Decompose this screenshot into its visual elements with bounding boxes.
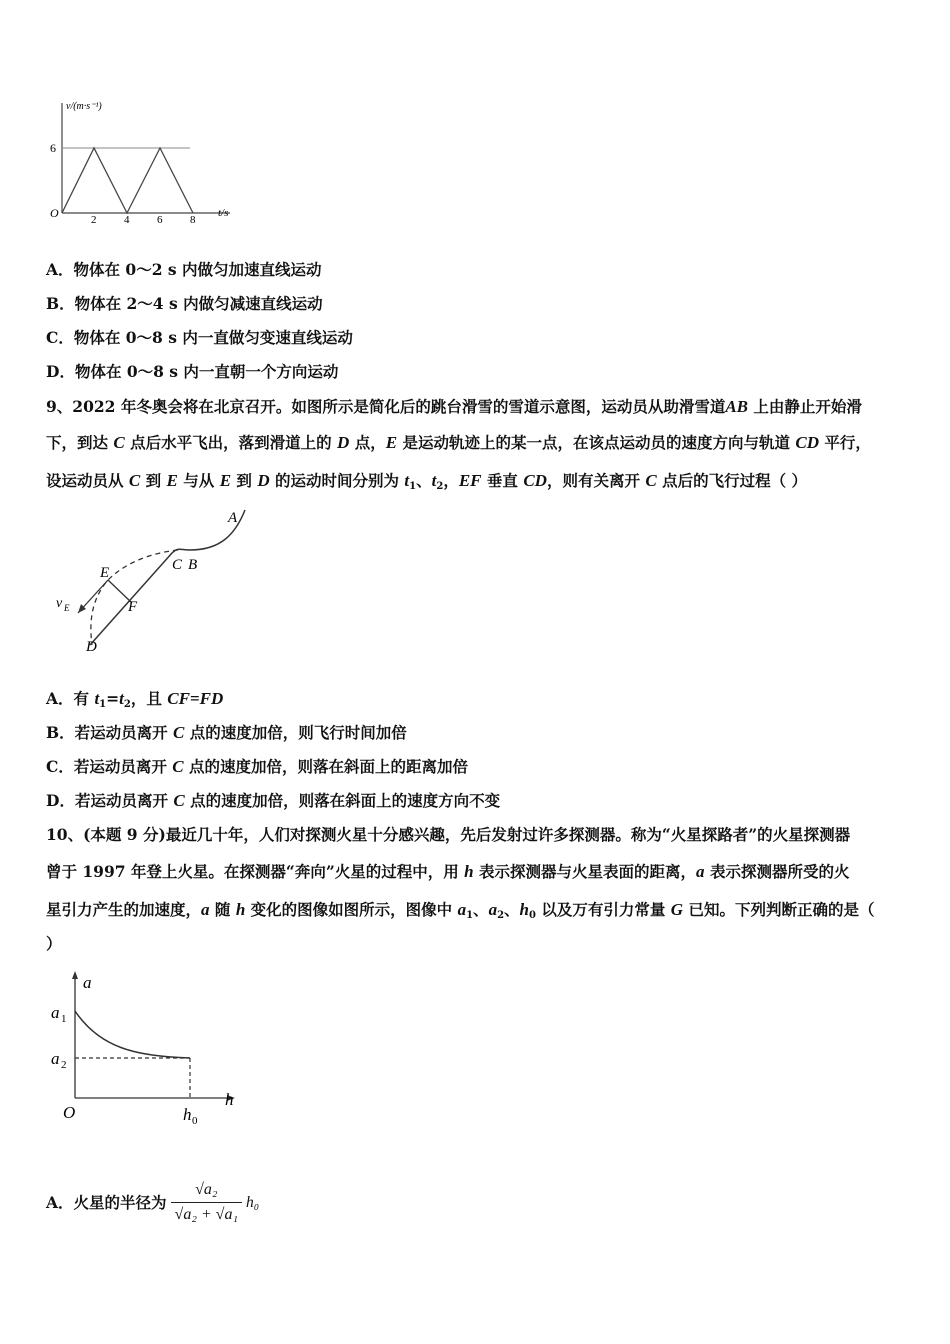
label-F: F — [128, 599, 138, 615]
text-segment: 已知。下列判断正确的是（ — [683, 900, 875, 919]
a1-subscript: 1 — [61, 1013, 67, 1025]
label-D: D — [86, 639, 97, 655]
text-segment: 点的速度加倍，则落在斜面上的速度方向不变 — [184, 791, 501, 810]
math-symbol: CD — [795, 433, 819, 452]
math-symbol: EF — [458, 471, 482, 490]
math-symbol: h — [235, 900, 246, 919]
text-segment: ，则有关离开 — [546, 471, 646, 490]
answer-option[interactable] — [46, 328, 353, 348]
question-text-line — [46, 471, 807, 497]
text-segment: D．物体在 0～8 s 内一直朝一个方向运动 — [46, 362, 339, 381]
answer-option[interactable] — [46, 294, 323, 314]
subscript: 2 — [436, 481, 444, 492]
text-segment: 设运动员从 — [46, 471, 129, 490]
text-segment: 10、(本题 9 分)最近几十年，人们对探测火星十分感兴趣，先后发射过许多探测器。称为“火星探路者”的火星探测器 — [46, 825, 851, 844]
math-symbol: AB — [725, 397, 749, 416]
question-text-line — [46, 433, 871, 453]
ski-jump-diagram — [50, 505, 260, 660]
math-symbol: E — [166, 471, 178, 490]
math-symbol: a — [696, 862, 705, 881]
text-segment: 变化的图像如图所示，图像中 — [245, 900, 458, 919]
math-symbol: E — [385, 433, 398, 452]
text-segment: B．物体在 2～4 s 内做匀减速直线运动 — [46, 294, 323, 313]
numerator: √a₂ — [195, 1181, 218, 1198]
origin-label: O — [50, 206, 59, 220]
text-segment: 上由静止开始滑 — [748, 397, 862, 416]
denominator: √a₂ + √a₁ — [171, 1202, 242, 1225]
y-axis-label: a — [83, 973, 92, 992]
math-symbol: C — [173, 791, 185, 810]
x-tick: 6 — [157, 214, 163, 226]
x-tick: 4 — [124, 214, 130, 226]
label-B: B — [188, 557, 198, 573]
a2-subscript: 2 — [61, 1059, 67, 1071]
text-segment: 曾于 1997 年登上火星。在探测器“奔向”火星的过程中，用 — [46, 862, 465, 881]
text-segment: 点的速度加倍，则落在斜面上的距离加倍 — [183, 757, 468, 776]
text-segment: 点后的飞行过程（ ） — [656, 471, 807, 490]
answer-option[interactable] — [46, 791, 500, 811]
math-symbol: C — [128, 471, 141, 490]
y-axis-label: v/(m·s⁻¹) — [66, 101, 102, 112]
text-segment: 、 — [416, 471, 432, 490]
answer-option[interactable] — [46, 689, 223, 715]
origin-label: O — [63, 1103, 76, 1122]
text-segment: 点后水平飞出，落到滑道上的 — [124, 433, 338, 452]
subscript: 2 — [497, 910, 505, 921]
option-label: A．火星的半径为 — [46, 1192, 167, 1212]
x-tick: 8 — [190, 214, 196, 226]
text-segment: A．有 — [46, 689, 95, 708]
text-segment: 表示探测器所受的火 — [704, 862, 850, 881]
question-10-option-a[interactable] — [46, 1180, 259, 1225]
label-C: C — [172, 557, 183, 573]
subscript: 2 — [123, 699, 131, 710]
subscript: 1 — [409, 481, 417, 492]
math-symbol: D — [257, 471, 270, 490]
text-segment: C．若运动员离开 — [46, 757, 173, 776]
math-symbol: C — [113, 433, 125, 452]
text-segment: A．物体在 0～2 s 内做匀加速直线运动 — [46, 260, 322, 279]
text-segment: 的运动时间分别为 — [269, 471, 405, 490]
subscript: 1 — [466, 910, 474, 921]
text-segment: 点的速度加倍，则飞行时间加倍 — [184, 723, 407, 742]
question-text-line — [46, 934, 62, 954]
text-segment: 、 — [473, 900, 489, 919]
acceleration-height-graph — [45, 968, 245, 1128]
x-axis-label: t/s — [218, 207, 229, 219]
answer-option[interactable] — [46, 723, 407, 743]
text-segment: 以及万有引力常量 — [535, 900, 671, 919]
a2-label: a — [51, 1049, 60, 1068]
text-segment: B．若运动员离开 — [46, 723, 173, 742]
question-text-line — [46, 862, 849, 882]
x-axis-label: h — [225, 1090, 234, 1109]
text-segment: D．若运动员离开 — [46, 791, 174, 810]
text-segment: 随 — [209, 900, 236, 919]
answer-option[interactable] — [46, 757, 468, 777]
h0-term: h₀ — [246, 1193, 260, 1211]
x-tick: 2 — [91, 214, 97, 226]
math-symbol: t — [431, 471, 437, 490]
answer-option[interactable] — [46, 362, 338, 382]
velocity-time-graph — [40, 95, 240, 225]
h0-label: h — [183, 1105, 192, 1124]
subscript: 0 — [529, 910, 536, 921]
a1-label: a — [51, 1003, 60, 1022]
text-segment: ， — [443, 471, 459, 490]
text-segment: 到 — [231, 471, 258, 490]
math-symbol: G — [670, 900, 684, 919]
math-symbol: D — [337, 433, 350, 452]
text-segment: 平行， — [819, 433, 871, 452]
velocity-subscript: E — [64, 603, 70, 613]
text-segment: 、 — [504, 900, 520, 919]
text-segment: 星引力产生的加速度， — [46, 900, 202, 919]
answer-option[interactable] — [46, 260, 322, 280]
math-symbol: t — [119, 689, 124, 708]
math-symbol: C — [172, 757, 184, 776]
math-symbol: t — [404, 471, 410, 490]
math-symbol: E — [219, 471, 232, 490]
math-symbol: CF=FD — [167, 689, 224, 708]
h0-subscript: 0 — [192, 1115, 198, 1127]
question-text-line — [46, 397, 862, 417]
text-segment: 垂直 — [481, 471, 524, 490]
math-symbol: h — [464, 862, 474, 881]
text-segment: 9、2022 年冬奥会将在北京召开。如图所示是简化后的跳台滑雪的雪道示意图，运动员从助滑雪道 — [46, 397, 726, 416]
math-symbol: a — [488, 900, 498, 919]
math-symbol: CD — [523, 471, 547, 490]
math-symbol: C — [173, 723, 185, 742]
text-segment: 点， — [349, 433, 386, 452]
fraction — [171, 1180, 242, 1225]
text-segment: ） — [46, 934, 62, 953]
math-symbol: t — [94, 689, 100, 708]
question-text-line — [46, 900, 874, 926]
text-segment: = — [106, 689, 120, 708]
text-segment: 表示探测器与火星表面的距离， — [473, 862, 697, 881]
question-text-line — [46, 825, 850, 845]
text-segment: ，且 — [130, 689, 168, 708]
text-segment: C．物体在 0～8 s 内一直做匀变速直线运动 — [46, 328, 353, 347]
text-segment: 到 — [140, 471, 167, 490]
velocity-label: v — [56, 596, 63, 611]
text-segment: 下，到达 — [46, 433, 114, 452]
label-A: A — [228, 510, 238, 526]
math-symbol: a — [457, 900, 467, 919]
label-E: E — [100, 565, 110, 581]
math-symbol: a — [201, 900, 210, 919]
math-symbol: h — [519, 900, 530, 919]
y-tick: 6 — [50, 141, 56, 155]
text-segment: 与从 — [177, 471, 220, 490]
subscript: 1 — [99, 699, 107, 710]
math-symbol: C — [645, 471, 657, 490]
text-segment: 是运动轨迹上的某一点，在该点运动员的速度方向与轨道 — [397, 433, 796, 452]
